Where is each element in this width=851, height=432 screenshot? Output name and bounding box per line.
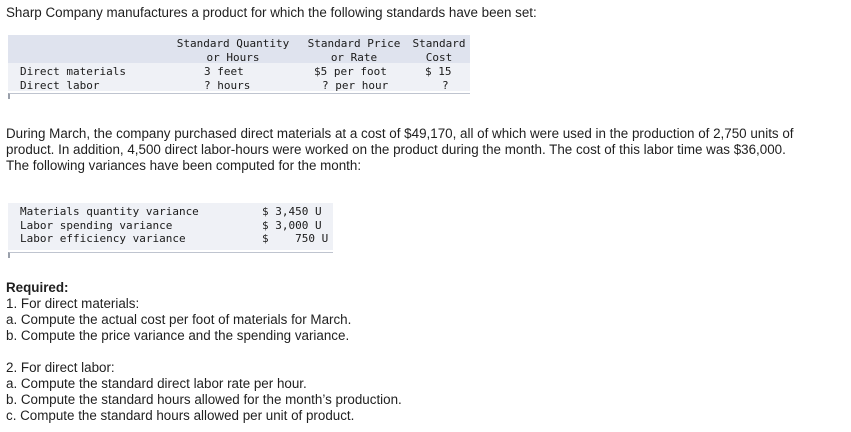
variances-table — [8, 203, 333, 259]
header-quantity-line1: Standard Quantity — [176, 37, 290, 50]
row-label-direct-materials: Direct materials — [20, 65, 126, 78]
row-quantity-direct-labor: ? hours — [204, 78, 251, 92]
variance-label-labor-efficiency: Labor efficiency variance — [20, 232, 186, 245]
paragraph-line-3: The following variances have been computed for the month: — [6, 158, 362, 173]
paragraph-line-1: During March, the company purchased direct materials at a cost of $49,170, all of which were used in the production of 2,750 units of — [6, 126, 794, 141]
part1-title: 1. For direct materials: — [6, 296, 140, 311]
part2-title: 2. For direct labor: — [6, 360, 115, 375]
row-price-direct-materials: $5 per foot — [314, 65, 387, 78]
variance-label-labor-spending: Labor spending variance — [20, 218, 173, 232]
part1-item-b: b. Compute the price variance and the spending variance. — [6, 328, 350, 343]
variance-amount-labor-spending: $ 3,000 U — [262, 218, 322, 232]
variance-label-materials-quantity: Materials quantity variance — [20, 205, 199, 218]
part2-item-c: c. Compute the standard hours allowed per unit of product. — [6, 408, 355, 423]
header-cost-line2: Cost — [425, 50, 453, 64]
row-label-direct-labor: Direct labor — [20, 78, 100, 92]
variances-table-bottom-rule — [8, 252, 333, 258]
header-price-line1: Standard Price — [307, 37, 401, 50]
intro-text: Sharp Company manufactures a product for which the following standards have been set: — [6, 5, 537, 20]
part1-item-a: a. Compute the actual cost per foot of materials for March. — [6, 312, 352, 327]
row-cost-direct-labor: ? — [442, 78, 449, 92]
standards-table — [8, 35, 470, 105]
row-price-direct-labor: ? per hour — [322, 78, 389, 92]
paragraph-line-2: product. In addition, 4,500 direct labor-hours were worked on the product during the month. The cost of this labor time was $36,000. — [6, 142, 786, 157]
header-cost-line1: Standard — [412, 37, 466, 50]
row-cost-direct-materials: $ 15 — [425, 65, 452, 78]
variance-amount-materials-quantity: $ 3,450 U — [262, 205, 322, 218]
header-quantity-line2: or Hours — [206, 50, 260, 64]
required-heading: Required: — [6, 280, 69, 295]
part2-item-a: a. Compute the standard direct labor rate per hour. — [6, 376, 307, 391]
standards-table-bottom-rule — [8, 93, 470, 99]
part2-item-b: b. Compute the standard hours allowed for the month’s production. — [6, 392, 402, 407]
variance-amount-labor-efficiency: $ 750 U — [262, 232, 329, 245]
header-price-line2: or Rate — [330, 50, 378, 64]
row-quantity-direct-materials: 3 feet — [204, 65, 244, 78]
